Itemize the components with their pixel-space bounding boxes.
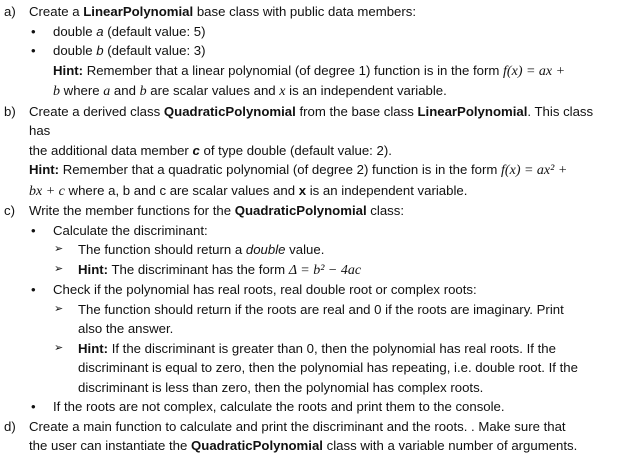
section-a xyxy=(4,2,614,102)
text: If the roots are not complex, calculate the roots and print them to the console. xyxy=(53,399,505,414)
bullet-icon: • xyxy=(31,282,36,297)
variable: c xyxy=(192,142,200,158)
text: value. xyxy=(285,242,325,257)
hint xyxy=(29,61,614,82)
section-c-label: c) xyxy=(4,203,15,218)
arrow-icon: ➢ xyxy=(54,302,64,315)
text: base class with public data members: xyxy=(193,4,417,19)
bullet-icon: • xyxy=(31,43,36,58)
variable: x xyxy=(279,84,286,99)
formula: bx + c xyxy=(29,183,65,199)
text: Calculate the discriminant: xyxy=(53,222,208,238)
text: Write the member functions for the xyxy=(29,203,235,218)
text: The function should return if the roots are real and 0 if the roots are imaginary. Print xyxy=(78,301,564,317)
text: class: xyxy=(366,203,405,218)
text: Create a derived class xyxy=(29,103,164,119)
list-item xyxy=(29,221,614,241)
text: where a, b and c are scalar values and xyxy=(64,182,299,198)
variable: a xyxy=(103,84,111,99)
text: are scalar values and xyxy=(146,83,280,98)
emphasis: double xyxy=(245,242,286,257)
text: Remember that a linear polynomial (of degree 1) function is in the form xyxy=(83,62,504,78)
text: double xyxy=(53,23,97,39)
section-d-label: d) xyxy=(4,418,16,434)
section-b xyxy=(4,102,614,202)
list-item xyxy=(29,280,614,300)
text: the additional data member xyxy=(29,142,193,158)
text: also the answer. xyxy=(78,321,174,336)
variable: b xyxy=(96,43,104,58)
text: the user can instantiate the xyxy=(29,438,192,453)
variable: x xyxy=(298,182,307,198)
text: Check if the polynomial has real roots, real double root or complex roots: xyxy=(53,282,477,297)
text: The discriminant has the form xyxy=(108,261,289,277)
text: is an independent variable. xyxy=(285,83,447,98)
arrow-icon: ➢ xyxy=(54,341,64,354)
class-name: LinearPolynomial xyxy=(417,103,528,119)
formula: b xyxy=(53,84,60,99)
variable: b xyxy=(139,84,147,99)
section-a-intro xyxy=(29,2,614,22)
text: class with a variable number of arguments. xyxy=(322,438,578,453)
text xyxy=(78,339,614,359)
hint xyxy=(29,160,614,181)
text: is an independent variable. xyxy=(306,182,468,198)
arrow-icon: ➢ xyxy=(54,243,64,255)
class-name: QuadraticPolynomial xyxy=(234,203,367,218)
hint-continued xyxy=(29,81,614,102)
section-a-label: a) xyxy=(4,4,16,19)
section-c xyxy=(4,201,614,417)
section-b-label: b) xyxy=(4,103,16,119)
sub-list-item xyxy=(54,339,614,398)
list-item xyxy=(29,41,614,61)
sub-list-item xyxy=(54,260,614,281)
section-c-intro xyxy=(29,201,614,221)
text: Create a xyxy=(29,4,84,19)
text: from the base class xyxy=(295,103,418,119)
section-d xyxy=(4,417,614,456)
text: (default value: 3) xyxy=(103,43,206,58)
sub-list-item xyxy=(54,300,614,339)
list-item xyxy=(29,22,614,42)
bullet-icon: • xyxy=(31,222,36,238)
text: Remember that a quadratic polynomial (of degree 2) function is in the form xyxy=(59,162,502,177)
text: and xyxy=(110,83,140,98)
text: of type double (default value: 2). xyxy=(199,142,392,158)
class-name: QuadraticPolynomial xyxy=(163,103,296,119)
hint-continued xyxy=(29,181,614,202)
section-d-line2 xyxy=(29,436,614,456)
hint-label: Hint: xyxy=(29,162,60,177)
arrow-icon: ➢ xyxy=(54,262,64,275)
hint-label: Hint: xyxy=(53,62,84,78)
section-b-line1 xyxy=(29,102,614,141)
variable: a xyxy=(96,23,104,39)
class-name: QuadraticPolynomial xyxy=(191,438,323,453)
formula: f(x) = ax + xyxy=(503,63,566,79)
formula: Δ = b² − 4ac xyxy=(288,262,362,278)
text: discriminant is less than zero, then the polynomial has complex roots. xyxy=(78,379,484,395)
text: where xyxy=(60,83,104,98)
hint-label: Hint: xyxy=(78,340,109,356)
text: . This class has xyxy=(29,103,594,138)
text: discriminant is equal to zero, then the polynomial has repeating, i.e. double root. If the xyxy=(78,360,578,375)
bullet-icon: • xyxy=(31,399,36,414)
class-name: LinearPolynomial xyxy=(83,4,194,19)
text: (default value: 5) xyxy=(103,23,206,39)
sub-list-item xyxy=(54,240,614,260)
formula: f(x) = ax² + xyxy=(501,163,568,178)
text: The function should return a xyxy=(78,242,246,257)
bullet-icon: • xyxy=(31,23,36,39)
text: If the discriminant is greater than 0, then the polynomial has real roots. If the xyxy=(108,340,556,356)
section-d-line1: Create a main function to calculate and print the discriminant and the roots. . Make sure that xyxy=(29,418,566,434)
list-item xyxy=(29,397,614,417)
hint-label: Hint: xyxy=(78,261,109,277)
section-b-line2 xyxy=(29,141,614,161)
text: double xyxy=(53,43,97,58)
